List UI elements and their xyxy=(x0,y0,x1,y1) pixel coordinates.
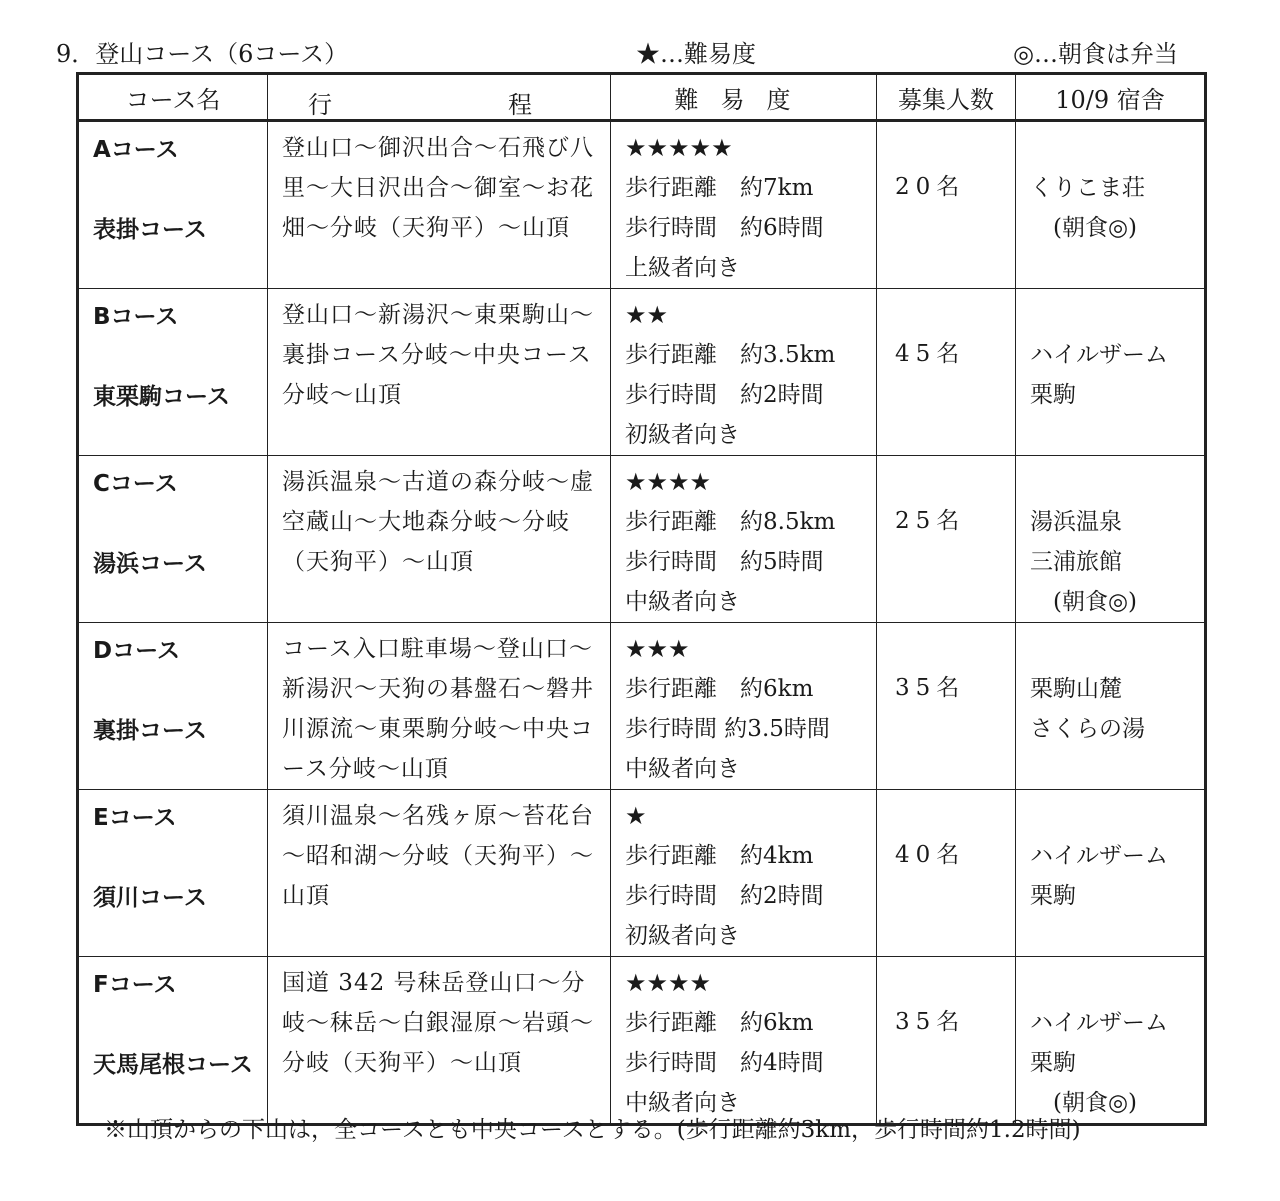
route-cell: 湯浜温泉～古道の森分岐～虚空蔵山～大地森分岐～分岐（天狗平）～山頂 xyxy=(268,456,611,623)
route-cell: 国道 342 号秣岳登山口～分岐～秣岳～白銀湿原～岩頭～分岐（天狗平）～山頂 xyxy=(268,957,611,1125)
column-header-route-part1: 行 xyxy=(308,91,332,119)
lodging-line: 栗駒 xyxy=(1030,1050,1076,1076)
course-name-cell xyxy=(78,790,268,957)
course-name-cell xyxy=(78,121,268,289)
capacity-cell: 20名 xyxy=(877,121,1016,289)
course-label: Fコース xyxy=(93,972,177,998)
capacity-cell: 40名 xyxy=(877,790,1016,957)
course-title: 裏掛コース xyxy=(93,718,207,744)
difficulty-cell xyxy=(611,121,877,289)
course-name-cell xyxy=(78,289,268,456)
lodging-line: (朝食◎) xyxy=(1030,215,1138,241)
walking-time: 歩行時間 約2時間 xyxy=(625,883,824,909)
walking-distance: 歩行距離 約6km xyxy=(625,676,814,702)
capacity-cell: 35名 xyxy=(877,623,1016,790)
course-name-cell xyxy=(78,623,268,790)
table-row xyxy=(78,121,1206,289)
course-label: Cコース xyxy=(93,471,178,497)
walking-time: 歩行時間 約3.5時間 xyxy=(625,716,830,742)
lodging-cell xyxy=(1016,289,1206,456)
section-title: 9．登山コース（6コース） xyxy=(56,40,349,68)
lodging-line: (朝食◎) xyxy=(1030,1090,1138,1116)
table-row xyxy=(78,623,1206,790)
walking-distance: 歩行距離 約6km xyxy=(625,1010,814,1036)
course-title: 東栗駒コース xyxy=(93,384,230,410)
route-cell: 登山口～新湯沢～東栗駒山～裏掛コース分岐～中央コース分岐～山頂 xyxy=(268,289,611,456)
document-header xyxy=(0,30,1280,70)
table-row xyxy=(78,456,1206,623)
difficulty-cell xyxy=(611,456,877,623)
lodging-line: 湯浜温泉 xyxy=(1030,509,1122,535)
course-name-cell xyxy=(78,957,268,1125)
column-header-difficulty: 難易度 xyxy=(611,74,877,121)
lodging-cell xyxy=(1016,790,1206,957)
skill-level: 中級者向き xyxy=(625,589,740,615)
route-cell: 登山口～御沢出合～石飛び八里～大日沢出合～御室～お花畑～分岐（天狗平）～山頂 xyxy=(268,121,611,289)
walking-distance: 歩行距離 約7km xyxy=(625,175,814,201)
lodging-cell xyxy=(1016,121,1206,289)
course-title: 天馬尾根コース xyxy=(93,1052,253,1078)
difficulty-stars: ★ xyxy=(625,802,647,830)
skill-level: 初級者向き xyxy=(625,923,740,949)
difficulty-cell xyxy=(611,289,877,456)
skill-level: 上級者向き xyxy=(625,255,740,281)
walking-distance: 歩行距離 約8.5km xyxy=(625,509,836,535)
difficulty-cell xyxy=(611,623,877,790)
walking-time: 歩行時間 約6時間 xyxy=(625,215,824,241)
skill-level: 初級者向き xyxy=(625,422,740,448)
course-name-cell xyxy=(78,456,268,623)
table-row xyxy=(78,289,1206,456)
walking-time: 歩行時間 約5時間 xyxy=(625,549,824,575)
skill-level: 中級者向き xyxy=(625,1090,740,1116)
difficulty-stars: ★★★★ xyxy=(625,468,712,496)
lodging-line: 三浦旅館 xyxy=(1030,549,1122,575)
difficulty-cell xyxy=(611,957,877,1125)
lodging-cell xyxy=(1016,623,1206,790)
capacity-cell: 25名 xyxy=(877,456,1016,623)
lodging-line: 栗駒 xyxy=(1030,883,1076,909)
lodging-cell xyxy=(1016,456,1206,623)
table-row xyxy=(78,957,1206,1125)
course-table xyxy=(76,72,1207,1126)
walking-time: 歩行時間 約2時間 xyxy=(625,382,824,408)
course-title: 湯浜コース xyxy=(93,551,207,577)
column-header-capacity: 募集人数 xyxy=(877,74,1016,121)
difficulty-stars: ★★★★★ xyxy=(625,134,733,162)
table-row xyxy=(78,790,1206,957)
breakfast-legend: ◎…朝食は弁当 xyxy=(1013,40,1178,68)
column-header-course-name: コース名 xyxy=(78,74,268,121)
route-cell: コース入口駐車場～登山口～新湯沢～天狗の碁盤石～磐井川源流～東栗駒分岐～中央コース分岐～山頂 xyxy=(268,623,611,790)
lodging-line: (朝食◎) xyxy=(1030,589,1138,615)
walking-distance: 歩行距離 約3.5km xyxy=(625,342,836,368)
lodging-line: 栗駒山麓 xyxy=(1030,676,1122,702)
difficulty-stars: ★★ xyxy=(625,301,669,329)
column-header-lodging: 10/9 宿舎 xyxy=(1016,74,1206,121)
lodging-line: さくらの湯 xyxy=(1030,716,1145,742)
lodging-line: ハイルザーム xyxy=(1030,342,1168,368)
lodging-line: くりこま荘 xyxy=(1030,175,1145,201)
lodging-line: ハイルザーム xyxy=(1030,843,1168,869)
difficulty-stars: ★★★ xyxy=(625,635,690,663)
lodging-line: 栗駒 xyxy=(1030,382,1076,408)
difficulty-legend: ★…難易度 xyxy=(636,40,756,68)
column-header-route-part2: 程 xyxy=(508,91,532,119)
course-label: Eコース xyxy=(93,805,177,831)
difficulty-stars: ★★★★ xyxy=(625,969,712,997)
table-header-row xyxy=(78,74,1206,121)
lodging-line: ハイルザーム xyxy=(1030,1010,1168,1036)
course-label: Dコース xyxy=(93,638,180,664)
course-label: Aコース xyxy=(93,137,179,163)
capacity-cell: 35名 xyxy=(877,957,1016,1125)
course-label: Bコース xyxy=(93,304,179,330)
route-cell: 須川温泉～名残ヶ原～苔花台～昭和湖～分岐（天狗平）～山頂 xyxy=(268,790,611,957)
walking-time: 歩行時間 約4時間 xyxy=(625,1050,824,1076)
skill-level: 中級者向き xyxy=(625,756,740,782)
column-header-route xyxy=(268,74,611,121)
footnote: ※山頂からの下山は，全コースとも中央コースとする。(歩行距離約3km，歩行時間約1.2時間) xyxy=(104,1117,1081,1143)
difficulty-cell xyxy=(611,790,877,957)
course-title: 須川コース xyxy=(93,885,207,911)
lodging-cell xyxy=(1016,957,1206,1125)
walking-distance: 歩行距離 約4km xyxy=(625,843,814,869)
capacity-cell: 45名 xyxy=(877,289,1016,456)
course-title: 表掛コース xyxy=(93,217,207,243)
